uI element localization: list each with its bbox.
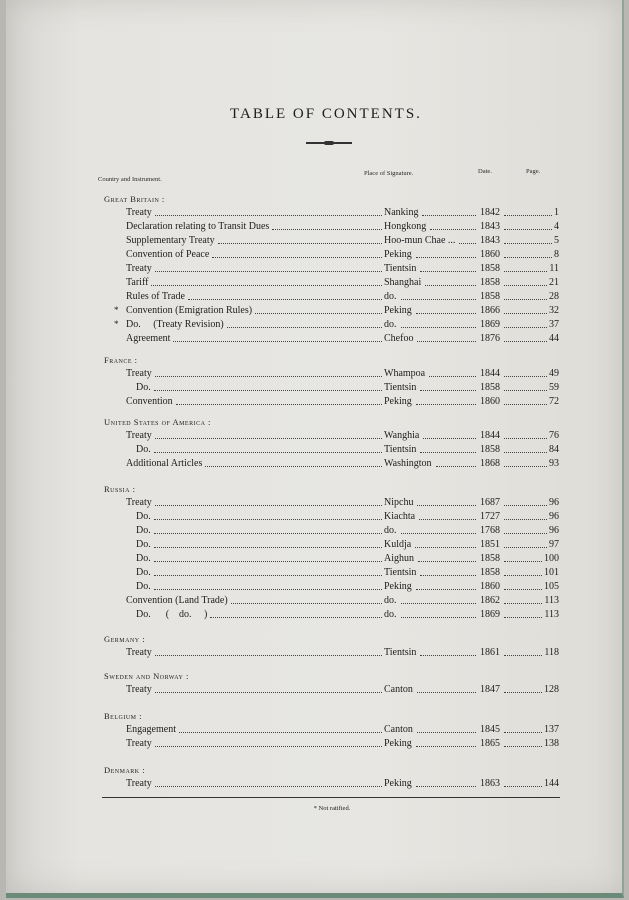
place-of-signature: Peking — [384, 778, 412, 789]
contents-row — [6, 429, 629, 442]
contents-row — [6, 276, 629, 289]
leader-dots — [416, 786, 476, 787]
instrument-name: Treaty — [126, 778, 152, 789]
signature-date: 1768 — [480, 525, 500, 536]
leader-dots — [401, 327, 476, 328]
leader-dots — [459, 243, 476, 244]
instrument-name: Do. — [136, 511, 151, 522]
leader-dots — [188, 299, 382, 300]
page-number: 44 — [549, 333, 559, 344]
page-number: 128 — [544, 684, 559, 695]
place-of-signature: do. — [384, 319, 397, 330]
leader-dots — [218, 243, 382, 244]
instrument-name: Convention — [126, 396, 173, 407]
instrument-name: Convention (Land Trade) — [126, 595, 228, 606]
place-of-signature: do. — [384, 291, 397, 302]
leader-dots — [155, 746, 382, 747]
instrument-name: Treaty — [126, 430, 152, 441]
instrument-name: Do. — [136, 567, 151, 578]
page-number: 93 — [549, 458, 559, 469]
leader-dots — [154, 519, 382, 520]
leader-dots — [419, 519, 476, 520]
leader-dots — [154, 452, 382, 453]
leader-dots — [504, 603, 542, 604]
leader-dots — [430, 229, 476, 230]
page-number: 1 — [554, 207, 559, 218]
signature-date: 1860 — [480, 249, 500, 260]
page-number: 59 — [549, 382, 559, 393]
place-of-signature: Peking — [384, 249, 412, 260]
leader-dots — [504, 466, 547, 467]
leader-dots — [154, 533, 382, 534]
signature-date: 1866 — [480, 305, 500, 316]
signature-date: 1865 — [480, 738, 500, 749]
signature-date: 1862 — [480, 595, 500, 606]
leader-dots — [504, 376, 547, 377]
place-of-signature: Wanghia — [384, 430, 420, 441]
contents-row — [6, 457, 629, 470]
leader-dots — [154, 390, 382, 391]
page-number: 5 — [554, 235, 559, 246]
place-of-signature: Hongkong — [384, 221, 427, 232]
contents-row — [6, 367, 629, 380]
contents-row — [6, 220, 629, 233]
leader-dots — [504, 341, 547, 342]
page-number: 8 — [554, 249, 559, 260]
contents-row — [6, 683, 629, 696]
instrument-name: Treaty — [126, 207, 152, 218]
page-number: 72 — [549, 396, 559, 407]
contents-row — [6, 443, 629, 456]
instrument-name: Do. — [136, 444, 151, 455]
section-heading: Sweden and Norway : — [104, 671, 189, 681]
signature-date: 1858 — [480, 291, 500, 302]
signature-date: 1727 — [480, 511, 500, 522]
contents-row — [6, 777, 629, 790]
page-number: 97 — [549, 539, 559, 550]
page-number: 96 — [549, 497, 559, 508]
signature-date: 1845 — [480, 724, 500, 735]
leader-dots — [422, 215, 476, 216]
instrument-name: Additional Articles — [126, 458, 203, 469]
instrument-name: Treaty — [126, 263, 152, 274]
place-of-signature: Kiachta — [384, 511, 416, 522]
footnote: * Not ratified. — [313, 805, 351, 812]
leader-dots — [155, 438, 382, 439]
leader-dots — [416, 313, 476, 314]
page-number: 138 — [544, 738, 559, 749]
instrument-name: Do. — [136, 525, 151, 536]
leader-dots — [425, 285, 476, 286]
leader-dots — [212, 257, 382, 258]
leader-dots — [173, 341, 382, 342]
page-number: 37 — [549, 319, 559, 330]
place-of-signature: Chefoo — [384, 333, 414, 344]
instrument-name: Declaration relating to Transit Dues — [126, 221, 270, 232]
leader-dots — [504, 313, 547, 314]
leader-dots — [155, 505, 382, 506]
contents-row — [6, 594, 629, 607]
leader-dots — [154, 547, 382, 548]
leader-dots — [504, 786, 542, 787]
leader-dots — [504, 732, 542, 733]
signature-date: 1861 — [480, 647, 500, 658]
section-heading: United States of America : — [104, 417, 211, 427]
leader-dots — [205, 466, 382, 467]
place-of-signature: Canton — [384, 724, 413, 735]
place-of-signature: Tientsin — [384, 567, 417, 578]
instrument-name: Do. — [136, 581, 151, 592]
leader-dots — [504, 438, 547, 439]
place-of-signature: Aighun — [384, 553, 414, 564]
leader-dots — [504, 505, 547, 506]
place-of-signature: Peking — [384, 738, 412, 749]
contents-row — [6, 510, 629, 523]
contents-row — [6, 262, 629, 275]
page-number: 28 — [549, 291, 559, 302]
leader-dots — [420, 655, 476, 656]
leader-dots — [417, 692, 476, 693]
column-header-place: Place of Signature. — [364, 170, 414, 177]
signature-date: 1869 — [480, 319, 500, 330]
contents-row — [6, 304, 629, 317]
place-of-signature: Kuldja — [384, 539, 412, 550]
leader-dots — [504, 229, 552, 230]
place-of-signature: Peking — [384, 396, 412, 407]
leader-dots — [416, 746, 476, 747]
leader-dots — [423, 438, 476, 439]
leader-dots — [504, 215, 552, 216]
leader-dots — [420, 575, 476, 576]
page-number: 76 — [549, 430, 559, 441]
page-number: 118 — [544, 647, 559, 658]
instrument-name: Do. — [136, 382, 151, 393]
instrument-name: Treaty — [126, 497, 152, 508]
section-heading: Russia : — [104, 484, 136, 494]
instrument-name: Agreement — [126, 333, 171, 344]
signature-date: 1858 — [480, 567, 500, 578]
leader-dots — [155, 376, 382, 377]
leader-dots — [155, 215, 382, 216]
instrument-name: Convention of Peace — [126, 249, 210, 260]
contents-row — [6, 608, 629, 621]
leader-dots — [420, 452, 476, 453]
contents-row — [6, 538, 629, 551]
page-number: 137 — [544, 724, 559, 735]
leader-dots — [401, 299, 476, 300]
instrument-name: Do. ( do. ) — [136, 609, 208, 620]
contents-row — [6, 552, 629, 565]
signature-date: 1843 — [480, 235, 500, 246]
signature-date: 1851 — [480, 539, 500, 550]
contents-row — [6, 496, 629, 509]
column-header-page: Page. — [526, 168, 541, 175]
leader-dots — [504, 299, 547, 300]
place-of-signature: Washington — [384, 458, 432, 469]
signature-date: 1876 — [480, 333, 500, 344]
signature-date: 1858 — [480, 553, 500, 564]
leader-dots — [155, 786, 382, 787]
place-of-signature: Hoo-mun Chae ... — [384, 235, 456, 246]
leader-dots — [155, 655, 382, 656]
leader-dots — [504, 561, 542, 562]
leader-dots — [504, 285, 547, 286]
leader-dots — [436, 466, 476, 467]
instrument-name: Treaty — [126, 738, 152, 749]
leader-dots — [504, 257, 552, 258]
signature-date: 1858 — [480, 382, 500, 393]
page-number: 144 — [544, 778, 559, 789]
leader-dots — [154, 589, 382, 590]
leader-dots — [401, 617, 476, 618]
place-of-signature: Tientsin — [384, 382, 417, 393]
place-of-signature: Canton — [384, 684, 413, 695]
page-title: TABLE OF CONTENTS. — [230, 106, 422, 122]
leader-dots — [504, 243, 552, 244]
instrument-name: Treaty — [126, 647, 152, 658]
leader-dots — [417, 732, 476, 733]
signature-date: 1858 — [480, 277, 500, 288]
contents-row — [6, 524, 629, 537]
leader-dots — [401, 603, 476, 604]
page-number: 101 — [544, 567, 559, 578]
instrument-name: Treaty — [126, 368, 152, 379]
contents-row — [6, 737, 629, 750]
leader-dots — [504, 271, 547, 272]
section-heading: France : — [104, 355, 138, 365]
leader-dots — [504, 547, 547, 548]
contents-row — [6, 248, 629, 261]
contents-row — [6, 395, 629, 408]
not-ratified-mark: * — [114, 305, 119, 315]
page-number: 113 — [544, 609, 559, 620]
place-of-signature: Tientsin — [384, 647, 417, 658]
not-ratified-mark: * — [114, 319, 119, 329]
leader-dots — [417, 505, 476, 506]
bottom-rule — [102, 797, 560, 798]
place-of-signature: do. — [384, 595, 397, 606]
instrument-name: Do. — [136, 553, 151, 564]
instrument-name: Rules of Trade — [126, 291, 185, 302]
place-of-signature: Peking — [384, 581, 412, 592]
leader-dots — [420, 271, 476, 272]
page-number: 84 — [549, 444, 559, 455]
leader-dots — [415, 547, 476, 548]
place-of-signature: Peking — [384, 305, 412, 316]
column-header-country: Country and Instrument. — [98, 176, 162, 183]
book-page — [6, 0, 624, 898]
page-number: 4 — [554, 221, 559, 232]
place-of-signature: Tientsin — [384, 263, 417, 274]
page-number: 11 — [549, 263, 559, 274]
leader-dots — [416, 257, 476, 258]
signature-date: 1860 — [480, 396, 500, 407]
contents-row — [6, 332, 629, 345]
leader-dots — [504, 327, 547, 328]
leader-dots — [418, 561, 476, 562]
leader-dots — [154, 575, 382, 576]
signature-date: 1847 — [480, 684, 500, 695]
section-heading: Germany : — [104, 634, 146, 644]
leader-dots — [504, 617, 542, 618]
leader-dots — [420, 390, 476, 391]
leader-dots — [504, 533, 547, 534]
signature-date: 1844 — [480, 430, 500, 441]
leader-dots — [416, 589, 476, 590]
contents-row — [6, 290, 629, 303]
instrument-name: Treaty — [126, 684, 152, 695]
contents-row — [6, 318, 629, 331]
signature-date: 1860 — [480, 581, 500, 592]
leader-dots — [151, 285, 382, 286]
leader-dots — [504, 746, 542, 747]
leader-dots — [504, 655, 542, 656]
leader-dots — [179, 732, 382, 733]
leader-dots — [272, 229, 382, 230]
page-number: 49 — [549, 368, 559, 379]
leader-dots — [155, 271, 382, 272]
instrument-name: Do. (Treaty Revision) — [126, 319, 224, 330]
signature-date: 1842 — [480, 207, 500, 218]
signature-date: 1843 — [480, 221, 500, 232]
signature-date: 1858 — [480, 444, 500, 455]
place-of-signature: do. — [384, 609, 397, 620]
place-of-signature: do. — [384, 525, 397, 536]
leader-dots — [154, 561, 382, 562]
signature-date: 1869 — [480, 609, 500, 620]
leader-dots — [504, 404, 547, 405]
instrument-name: Convention (Emigration Rules) — [126, 305, 253, 316]
instrument-name: Supplementary Treaty — [126, 235, 215, 246]
leader-dots — [504, 390, 547, 391]
page-number: 96 — [549, 511, 559, 522]
leader-dots — [176, 404, 382, 405]
page-number: 100 — [544, 553, 559, 564]
leader-dots — [231, 603, 382, 604]
contents-row — [6, 381, 629, 394]
page-number: 32 — [549, 305, 559, 316]
instrument-name: Engagement — [126, 724, 176, 735]
place-of-signature: Shanghai — [384, 277, 422, 288]
leader-dots — [401, 533, 476, 534]
leader-dots — [429, 376, 476, 377]
signature-date: 1863 — [480, 778, 500, 789]
leader-dots — [155, 692, 382, 693]
leader-dots — [417, 341, 476, 342]
title-ornament-rule — [306, 142, 352, 144]
page-number: 113 — [544, 595, 559, 606]
leader-dots — [504, 589, 542, 590]
contents-row — [6, 646, 629, 659]
section-heading: Denmark : — [104, 765, 146, 775]
signature-date: 1844 — [480, 368, 500, 379]
place-of-signature: Nanking — [384, 207, 419, 218]
instrument-name: Tariff — [126, 277, 149, 288]
place-of-signature: Tientsin — [384, 444, 417, 455]
page-number: 96 — [549, 525, 559, 536]
contents-row — [6, 723, 629, 736]
leader-dots — [416, 404, 476, 405]
signature-date: 1868 — [480, 458, 500, 469]
column-header-date: Date. — [478, 168, 492, 175]
instrument-name: Do. — [136, 539, 151, 550]
page-number: 105 — [544, 581, 559, 592]
leader-dots — [255, 313, 382, 314]
signature-date: 1858 — [480, 263, 500, 274]
leader-dots — [504, 692, 542, 693]
contents-row — [6, 234, 629, 247]
contents-row — [6, 580, 629, 593]
signature-date: 1687 — [480, 497, 500, 508]
place-of-signature: Whampoa — [384, 368, 426, 379]
contents-row — [6, 206, 629, 219]
page-number: 21 — [549, 277, 559, 288]
section-heading: Great Britain : — [104, 194, 165, 204]
contents-row — [6, 566, 629, 579]
leader-dots — [210, 617, 382, 618]
leader-dots — [504, 452, 547, 453]
section-heading: Belgium : — [104, 711, 142, 721]
leader-dots — [504, 575, 542, 576]
leader-dots — [227, 327, 382, 328]
leader-dots — [504, 519, 547, 520]
place-of-signature: Nipchu — [384, 497, 414, 508]
